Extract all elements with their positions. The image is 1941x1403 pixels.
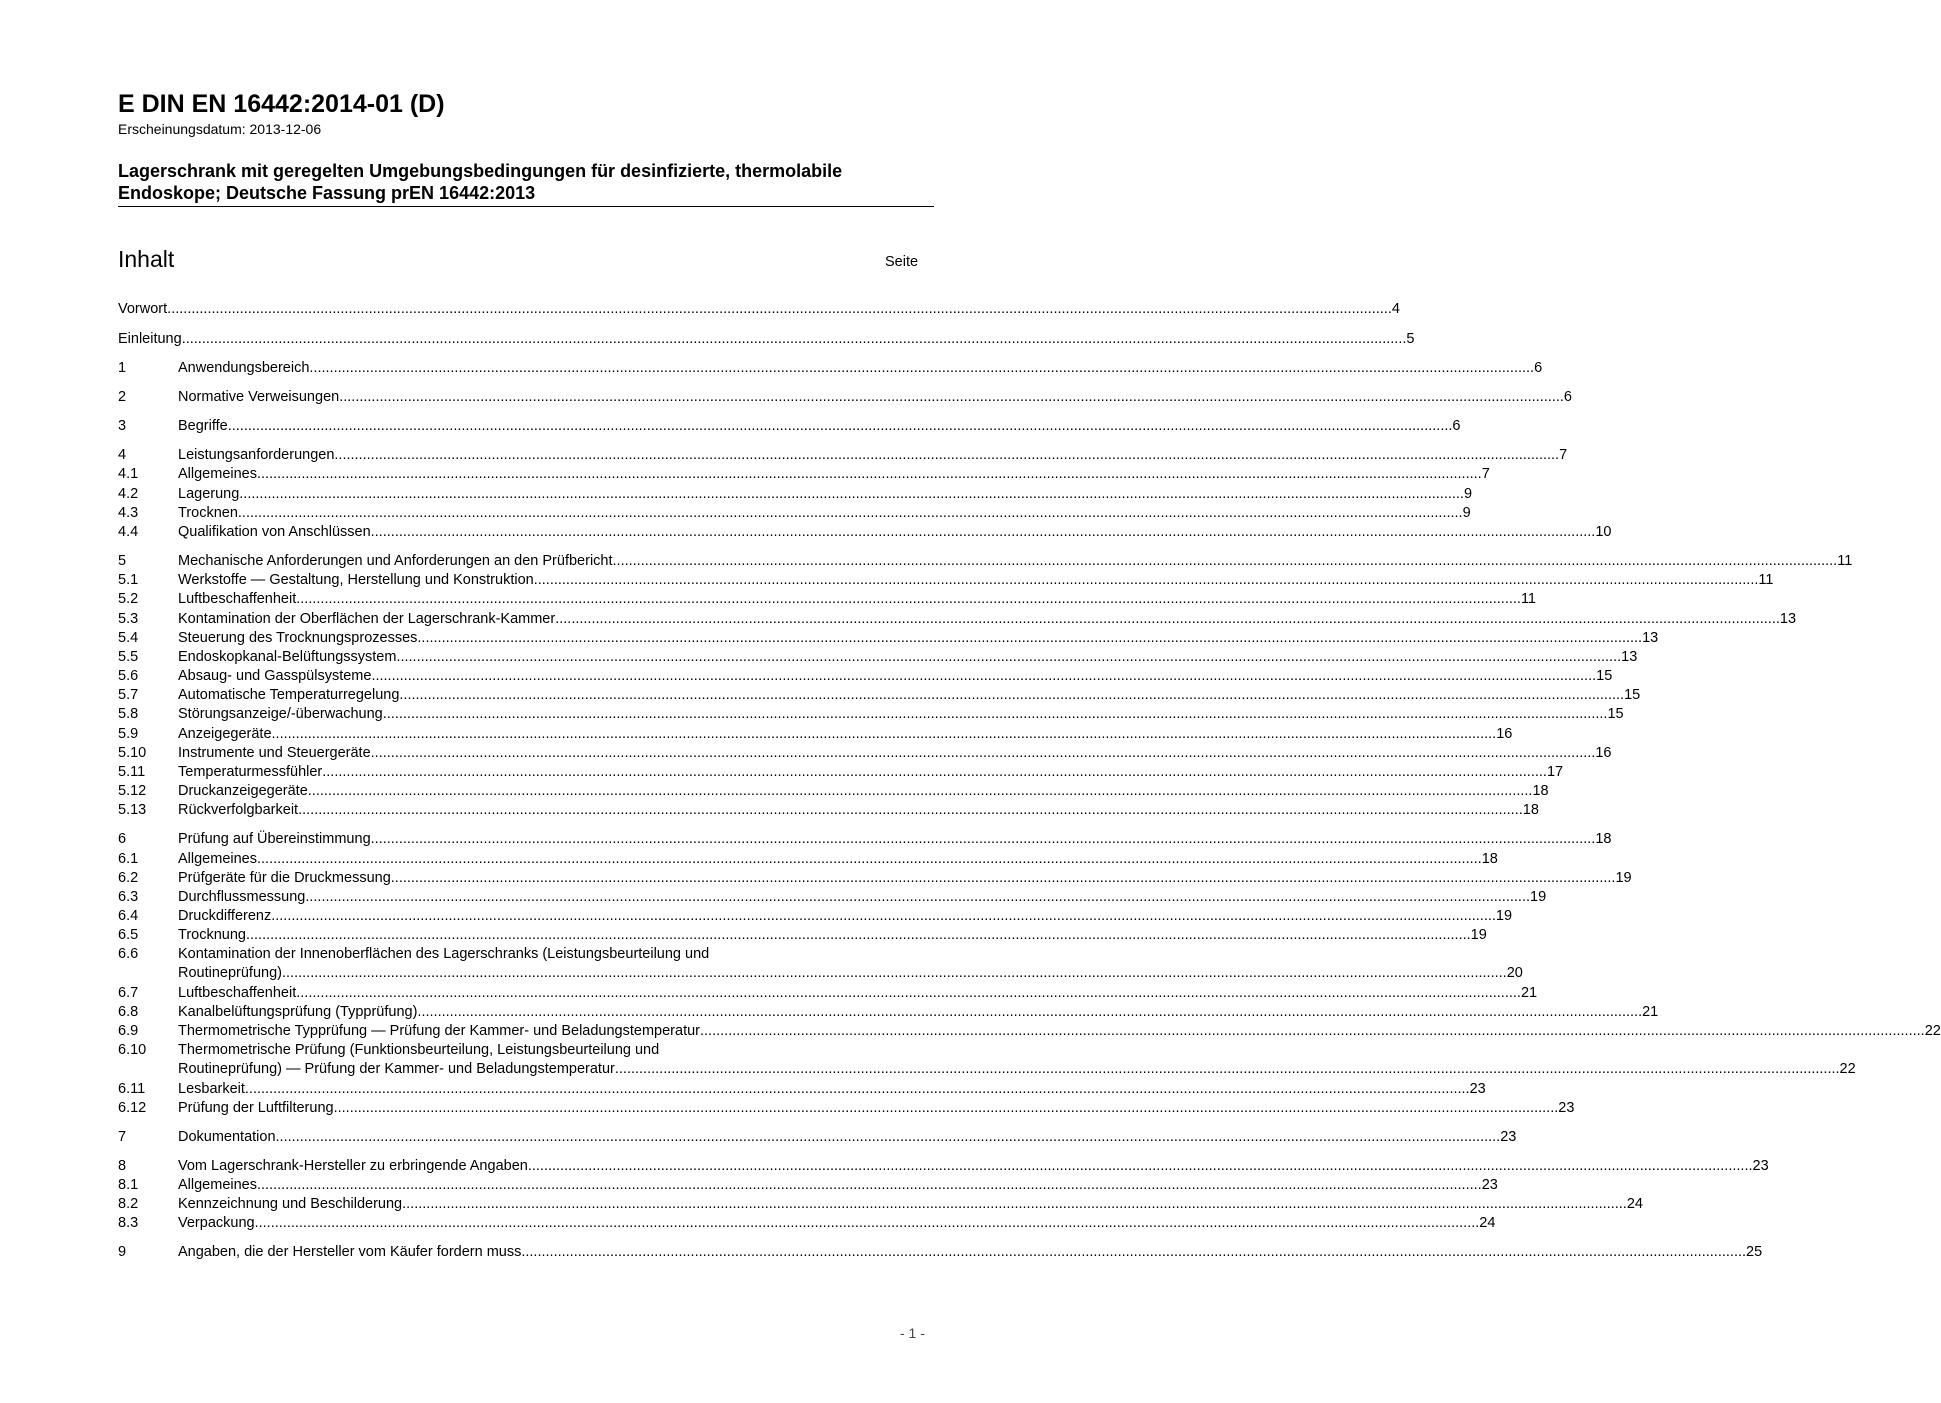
toc-entry-number: 4.2 [118, 486, 139, 502]
toc-entry[interactable] [118, 330, 1415, 349]
toc-entry-number: 9 [118, 1244, 127, 1260]
toc-entry-title: Durchflussmessung [178, 889, 306, 905]
toc-entry-page: 25 [1746, 1244, 1763, 1260]
toc-entry-page: 16 [1496, 726, 1513, 742]
toc-leader-dots [371, 667, 1596, 686]
toc-entry-page: 21 [1520, 985, 1538, 1001]
toc-entry-number: 2 [118, 389, 127, 405]
toc-entry[interactable] [118, 359, 1543, 378]
toc-entry-page: 22 [1924, 1023, 1941, 1039]
toc-entry-number: 7 [118, 1129, 127, 1145]
toc-entry[interactable] [118, 417, 1461, 436]
toc-entry[interactable] [118, 552, 1853, 571]
toc-entry-number: 5.13 [118, 802, 147, 818]
toc-entry-number: 6.3 [118, 889, 139, 905]
toc-entry-title: Prüfgeräte für die Druckmessung [178, 870, 391, 886]
toc-entry-number: 5.9 [118, 726, 139, 742]
toc-entry[interactable] [118, 1128, 1517, 1147]
toc-entry[interactable] [118, 388, 1572, 407]
toc-leader-dots [167, 300, 1392, 319]
toc-leader-dots [613, 552, 1838, 571]
toc-entry[interactable] [118, 907, 1513, 926]
toc-entry-page: 7 [1481, 466, 1490, 482]
toc-entry[interactable] [118, 1041, 932, 1060]
toc-entry-page: 6 [1563, 389, 1572, 405]
toc-entry-page: 11 [1520, 591, 1536, 607]
toc-entry-title: Allgemeines [178, 1177, 257, 1193]
toc-entry[interactable] [118, 1003, 1659, 1022]
toc-entry-number: 5.5 [118, 649, 139, 665]
toc-entry[interactable] [118, 888, 1547, 907]
toc-entry-number: 8.3 [118, 1215, 139, 1231]
toc-entry-page: 18 [1595, 831, 1612, 847]
toc-entry-number: 4.4 [118, 524, 139, 540]
toc-leader-dots [555, 610, 1780, 629]
toc-entry-title: Druckanzeigegeräte [178, 783, 308, 799]
toc-entry-number: 6.5 [118, 927, 139, 943]
toc-leader-dots [282, 964, 1507, 983]
toc-entry-title: Thermometrische Typprüfung — Prüfung der Kammer- und Beladungstemperatur [178, 1023, 700, 1039]
toc-entry[interactable] [118, 648, 1638, 667]
toc-entry-title: Allgemeines [178, 851, 257, 867]
toc-entry-page: 13 [1621, 649, 1638, 665]
toc-entry-title: Einleitung [118, 331, 182, 347]
toc-leader-dots [383, 705, 1608, 724]
toc-leader-dots [521, 1243, 1746, 1262]
toc-entry-page: 11 [1837, 553, 1853, 569]
toc-entry-page: 4 [1391, 301, 1400, 317]
toc-entry-title: Qualifikation von Anschlüssen [178, 524, 371, 540]
toc-entry[interactable] [118, 744, 1612, 763]
toc-leader-dots [417, 629, 1642, 648]
toc-heading: Inhalt [118, 246, 175, 272]
toc-entry-number: 5.4 [118, 630, 139, 646]
toc-entry-number: 5 [118, 553, 127, 569]
toc-leader-dots [296, 984, 1521, 1003]
page-number: - 1 - [900, 1325, 925, 1341]
toc-entry-title: Störungsanzeige/-überwachung [178, 706, 383, 722]
toc-entry-page: 23 [1469, 1081, 1486, 1097]
toc-entry-page: 23 [1500, 1129, 1517, 1145]
toc-leader-dots [238, 504, 1463, 523]
toc-entry[interactable] [118, 763, 1564, 782]
toc-leader-dots [182, 330, 1407, 349]
toc-leader-dots [271, 907, 1496, 926]
toc-entry-page: 23 [1752, 1158, 1769, 1174]
toc-entry-number: 8.2 [118, 1196, 139, 1212]
toc-leader-dots [245, 1080, 1470, 1099]
toc-entry[interactable] [118, 801, 1539, 820]
toc-entry-page: 15 [1624, 687, 1641, 703]
toc-entry[interactable] [118, 686, 1641, 705]
toc-entry-page: 16 [1595, 745, 1612, 761]
toc-entry-page: 17 [1546, 764, 1564, 780]
toc-entry[interactable] [118, 1099, 1575, 1118]
toc-entry-number: 6.7 [118, 985, 139, 1001]
toc-entry-title: Kanalbelüftungsprüfung (Typprüfung) [178, 1004, 418, 1020]
toc-entry-title: Angaben, die der Hersteller vom Käufer fordern muss [178, 1244, 522, 1260]
toc-leader-dots [257, 850, 1482, 869]
document-code: E DIN EN 16442:2014-01 (D) [118, 90, 445, 118]
toc-leader-dots [255, 1214, 1480, 1233]
toc-entry[interactable] [118, 850, 1498, 869]
toc-leader-dots [276, 1128, 1501, 1147]
toc-entry-page: 6 [1452, 418, 1461, 434]
toc-entry-title: Prüfung der Luftfilterung [178, 1100, 334, 1116]
toc-entry-number: 6.10 [118, 1042, 147, 1058]
toc-entry-page: 21 [1642, 1004, 1659, 1020]
toc-entry[interactable] [118, 1243, 1763, 1262]
toc-entry[interactable] [118, 1080, 1486, 1099]
title-divider [118, 206, 934, 207]
toc-entry-number: 3 [118, 418, 127, 434]
toc-entry-title: Endoskopkanal-Belüftungssystem [178, 649, 397, 665]
toc-leader-dots [257, 1176, 1482, 1195]
toc-entry-title: Lesbarkeit [178, 1081, 245, 1097]
toc-leader-dots [309, 359, 1534, 378]
toc-entry-number: 4.3 [118, 505, 139, 521]
toc-leader-dots [257, 465, 1482, 484]
toc-entry[interactable] [118, 705, 1624, 724]
toc-leader-dots [296, 590, 1521, 609]
toc-leader-dots [339, 388, 1564, 407]
toc-leader-dots [228, 417, 1453, 436]
toc-entry[interactable] [118, 300, 1400, 319]
toc-entry-number: 6.4 [118, 908, 139, 924]
toc-entry[interactable] [118, 465, 1490, 484]
toc-entry[interactable] [118, 1195, 1643, 1214]
toc-entry[interactable] [118, 1022, 1941, 1041]
toc-leader-dots [246, 926, 1471, 945]
toc-page-column-label: Seite [885, 254, 919, 270]
toc-entry-page: 18 [1532, 783, 1549, 799]
toc-leader-dots [272, 725, 1497, 744]
toc-entry-page: 18 [1481, 851, 1498, 867]
toc-entry[interactable] [118, 1214, 1496, 1233]
toc-entry-number: 6 [118, 831, 127, 847]
toc-entry-title: Allgemeines [178, 466, 257, 482]
toc-entry-number: 5.1 [118, 572, 139, 588]
document-title: Lagerschrank mit geregelten Umgebungsbedingungen für desinfizierte, thermolabile Endoskope; Deutsche Fassung prEN 16442:2013 [118, 161, 843, 203]
toc-entry-number: 6.8 [118, 1004, 139, 1020]
toc-entry-number: 5.12 [118, 783, 147, 799]
toc-entry-page: 18 [1522, 802, 1539, 818]
toc-leader-dots [239, 485, 1464, 504]
toc-leader-dots [534, 571, 1759, 590]
toc-entry-number: 1 [118, 360, 127, 376]
toc-leader-dots [308, 782, 1533, 801]
toc-entry-page: 7 [1559, 447, 1568, 463]
toc-entry-page: 19 [1530, 889, 1547, 905]
toc-leader-dots [615, 1060, 1840, 1079]
toc-entry-title: Dokumentation [178, 1129, 276, 1145]
toc-entry-number: 4 [118, 447, 127, 463]
toc-entry-page: 19 [1495, 908, 1513, 924]
toc-entry-page: 24 [1479, 1215, 1496, 1231]
toc-entry-continuation[interactable] [118, 1060, 1856, 1079]
toc-entry-title: Lagerung [178, 486, 240, 502]
toc-entry[interactable] [118, 869, 1632, 888]
toc-entry-title: Verpackung [178, 1215, 255, 1231]
toc-entry-page: 13 [1642, 630, 1659, 646]
toc-entry-title: Trocknen [178, 505, 238, 521]
toc-entry-title: Werkstoffe — Gestaltung, Herstellung und Konstruktion [178, 572, 534, 588]
toc-entry-title: Luftbeschaffenheit [178, 591, 297, 607]
toc-entry-title: Kontamination der Oberflächen der Lagerschrank-Kammer [178, 611, 556, 627]
toc-entry-number: 6.1 [118, 851, 139, 867]
toc-entry-page: 9 [1463, 486, 1473, 502]
toc-entry-title-continued: Routineprüfung) — Prüfung der Kammer- und Beladungstemperatur [178, 1061, 615, 1077]
toc-entry[interactable] [118, 571, 1774, 590]
toc-entry[interactable] [118, 485, 1473, 504]
toc-entry-title: Trocknung [178, 927, 246, 943]
toc-entry-title: Luftbeschaffenheit [178, 985, 297, 1001]
toc-leader-dots [391, 869, 1616, 888]
toc-leader-dots [396, 648, 1621, 667]
toc-entry-page: 5 [1406, 331, 1415, 347]
toc-entry-number: 5.10 [118, 745, 147, 761]
toc-entry[interactable] [118, 610, 1797, 629]
toc-entry-title: Prüfung auf Übereinstimmung [178, 831, 371, 847]
toc-entry-title: Thermometrische Prüfung (Funktionsbeurteilung, Leistungsbeurteilung und [178, 1042, 660, 1058]
toc-entry-title: Steuerung des Trocknungsprozesses [178, 630, 418, 646]
toc-entry-page: 10 [1595, 524, 1612, 540]
toc-entry[interactable] [118, 504, 1471, 523]
toc-entry-number: 8 [118, 1158, 127, 1174]
toc-entry-number: 5.3 [118, 611, 139, 627]
toc-entry-page: 20 [1506, 965, 1523, 981]
toc-entry-number: 6.9 [118, 1023, 139, 1039]
toc-entry-title: Automatische Temperaturregelung [178, 687, 400, 703]
toc-entry-number: 6.2 [118, 870, 139, 886]
toc-entry[interactable] [118, 782, 1549, 801]
toc-leader-dots [700, 1022, 1925, 1041]
toc-leader-dots [334, 1099, 1559, 1118]
toc-leader-dots [399, 686, 1624, 705]
toc-entry-continuation[interactable] [118, 964, 1523, 983]
toc-entry-title: Kennzeichnung und Beschilderung [178, 1196, 403, 1212]
toc-leader-dots [417, 1003, 1642, 1022]
toc-entry-title: Kontamination der Innenoberflächen des Lagerschranks (Leistungsbeurteilung und [178, 946, 710, 962]
toc-entry-title: Absaug- und Gasspülsysteme [178, 668, 372, 684]
toc-entry-title: Vorwort [118, 301, 168, 317]
toc-entry-page: 23 [1481, 1177, 1498, 1193]
toc-leader-dots [371, 744, 1596, 763]
toc-entry[interactable] [118, 984, 1538, 1003]
toc-entry-page: 15 [1596, 668, 1613, 684]
toc-leader-dots [371, 523, 1596, 542]
toc-entry[interactable] [118, 725, 1513, 744]
toc-leader-dots [528, 1157, 1753, 1176]
toc-entry-page: 6 [1534, 360, 1543, 376]
toc-entry-number: 6.12 [118, 1100, 147, 1116]
toc-entry[interactable] [118, 667, 1613, 686]
toc-entry-title: Instrumente und Steuergeräte [178, 745, 371, 761]
toc-entry[interactable] [118, 926, 1487, 945]
toc-entry-page: 23 [1558, 1100, 1575, 1116]
toc-entry-page: 24 [1626, 1196, 1643, 1212]
toc-entry-title: Anwendungsbereich [178, 360, 310, 376]
toc-entry[interactable] [118, 523, 1612, 542]
toc-entry-title: Vom Lagerschrank-Hersteller zu erbringende Angaben [178, 1158, 528, 1174]
toc-entry-number: 8.1 [118, 1177, 139, 1193]
toc-entry[interactable] [118, 1157, 1769, 1176]
toc-entry-title-continued: Routineprüfung) [178, 965, 282, 981]
toc-entry[interactable] [118, 945, 932, 964]
toc-entry[interactable] [118, 830, 1612, 849]
toc-entry-page: 15 [1607, 706, 1624, 722]
toc-entry-title: Rückverfolgbarkeit [178, 802, 299, 818]
toc-entry[interactable] [118, 590, 1536, 609]
toc-entry-number: 6.6 [118, 946, 139, 962]
toc-entry-number: 5.8 [118, 706, 139, 722]
toc-entry-page: 9 [1462, 505, 1471, 521]
toc-leader-dots [402, 1195, 1627, 1214]
toc-entry-number: 6.11 [118, 1081, 146, 1097]
toc-entry-number: 5.7 [118, 687, 139, 703]
toc-entry-page: 22 [1839, 1061, 1856, 1077]
toc-entry-page: 19 [1470, 927, 1487, 943]
toc-entry-page: 19 [1615, 870, 1632, 886]
toc-entry-number: 5.6 [118, 668, 139, 684]
toc-entry-title: Mechanische Anforderungen und Anforderungen an den Prüfbericht [178, 553, 613, 569]
toc-entry-title: Normative Verweisungen [178, 389, 340, 405]
publication-date: Erscheinungsdatum: 2013-12-06 [118, 121, 322, 137]
toc-entry-title: Leistungsanforderungen [178, 447, 335, 463]
toc-entry[interactable] [118, 629, 1659, 648]
toc-entry[interactable] [118, 446, 1568, 465]
toc-leader-dots [334, 446, 1559, 465]
toc-entry-title: Temperaturmessfühler [178, 764, 323, 780]
toc-entry-title: Anzeigegeräte [178, 726, 272, 742]
toc-leader-dots [371, 830, 1596, 849]
toc-leader-dots [305, 888, 1530, 907]
toc-leader-dots [322, 763, 1547, 782]
toc-entry-page: 13 [1779, 611, 1797, 627]
toc-entry-number: 4.1 [118, 466, 139, 482]
toc-entry-title: Druckdifferenz [178, 908, 272, 924]
toc-entry-number: 5.2 [118, 591, 139, 607]
toc-entry-number: 5.11 [118, 764, 146, 780]
toc-leader-dots [298, 801, 1523, 820]
toc-entry-title: Begriffe [178, 418, 228, 434]
toc-entry-page: 11 [1758, 572, 1774, 588]
toc-entry[interactable] [118, 1176, 1498, 1195]
